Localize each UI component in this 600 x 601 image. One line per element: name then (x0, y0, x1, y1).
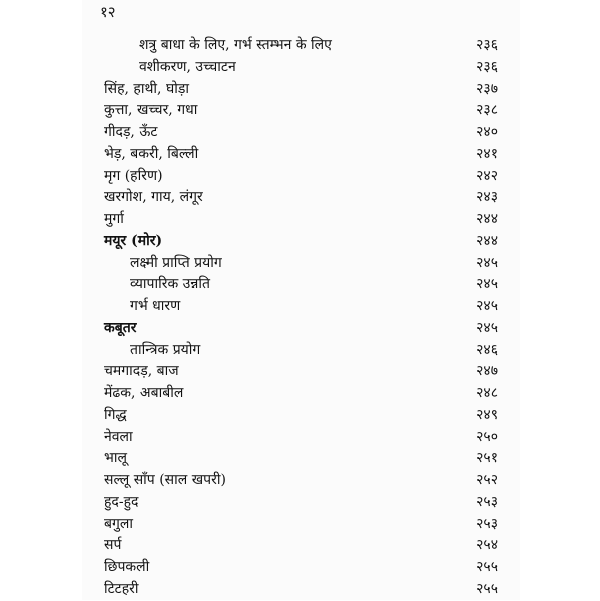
toc-entry-title: मुर्गा (104, 211, 124, 227)
toc-entry-title: व्यापारिक उन्नति (130, 276, 210, 293)
toc-entry-title: टिटहरी (104, 580, 139, 597)
toc-entry-page-number: २४५ (476, 276, 498, 293)
toc-entry-title: हुद-हुद (104, 493, 139, 510)
toc-entry (82, 79, 520, 101)
toc-entry-title: गर्भ धारण (130, 298, 181, 314)
toc-entry-page-number: २४१ (476, 145, 498, 162)
toc-entry-page-number: २५२ (476, 472, 498, 488)
toc-entry-page-number: २४५ (476, 254, 498, 271)
toc-entry-page-number: २४२ (476, 167, 498, 184)
toc-entry (82, 209, 520, 231)
toc-entry (82, 579, 520, 601)
toc-entry (82, 383, 520, 405)
toc-entry (82, 361, 520, 383)
toc-entry-title: गीदड़, ऊँट (104, 124, 158, 140)
toc-entry-page-number: २४० (476, 124, 498, 140)
toc-entry-title: कबूतर (104, 319, 137, 336)
toc-entry-title: सिंह, हाथी, घोड़ा (104, 80, 189, 97)
toc-entry-title: वशीकरण, उच्चाटन (139, 58, 236, 75)
toc-entry (82, 296, 520, 318)
toc-entry-page-number: २४३ (476, 189, 498, 206)
toc-entry-page-number: २५४ (476, 537, 498, 554)
toc-entry-title: मयूर (मोर) (104, 232, 163, 249)
toc-entry (82, 340, 520, 362)
toc-entry-page-number: २४५ (476, 298, 498, 314)
toc-entry-title: भालू (104, 450, 127, 467)
toc-entry-page-number: २४६ (476, 341, 498, 358)
toc-entry-title: चमगादड़, बाज (104, 363, 179, 380)
toc-entry (82, 470, 520, 492)
toc-entry-page-number: २५३ (476, 515, 498, 532)
toc-entry (82, 166, 520, 188)
toc-entry (82, 187, 520, 209)
toc-entry-page-number: २४४ (476, 211, 498, 227)
toc-entry (82, 492, 520, 514)
toc-entry (82, 427, 520, 449)
toc-entry (82, 557, 520, 579)
toc-entry-title: सर्प (104, 537, 122, 554)
toc-entry-page-number: २३७ (476, 80, 498, 97)
toc-entry-page-number: २५० (476, 428, 498, 445)
toc-entry-title: मेंढक, अबाबील (104, 385, 184, 401)
toc-entry-title: नेवला (104, 428, 133, 445)
toc-entry-page-number: २३८ (476, 102, 498, 119)
toc-entry (82, 405, 520, 427)
toc-entry (82, 514, 520, 536)
toc-entry-title: लक्ष्मी प्राप्ति प्रयोग (130, 254, 222, 271)
toc-entry (82, 122, 520, 144)
book-page (82, 0, 520, 600)
toc-entry (82, 274, 520, 296)
toc-entry (82, 448, 520, 470)
toc-entry (82, 318, 520, 340)
toc-entry-title: बगुला (104, 515, 133, 532)
toc-entry (82, 231, 520, 253)
toc-entry-title: गिद्ध (104, 406, 127, 423)
toc-entry-page-number: २३६ (476, 37, 498, 53)
toc-entry-page-number: २४५ (476, 319, 498, 336)
toc-entry-title: कुत्ता, खच्चर, गधा (104, 102, 198, 119)
toc-entry-page-number: २४८ (476, 385, 498, 401)
toc-entry-page-number: २५५ (476, 559, 498, 575)
page-number: १२ (100, 3, 116, 21)
toc-entry-title: भेड़, बकरी, बिल्ली (104, 145, 199, 162)
toc-entry-page-number: २५५ (476, 580, 498, 597)
toc-entry-title: तान्त्रिक प्रयोग (130, 341, 201, 358)
toc-entry-page-number: २५३ (476, 493, 498, 510)
toc-entry-page-number: २३६ (476, 58, 498, 75)
toc-entry-title: छिपकली (104, 559, 150, 575)
toc-entry-title: शत्रु बाधा के लिए, गर्भ स्तम्भन के लिए (139, 37, 332, 53)
toc-entry (82, 253, 520, 275)
toc-entry (82, 100, 520, 122)
toc-entry-title: सल्लू साँप (साल खपरी) (104, 472, 226, 488)
toc-entry (82, 144, 520, 166)
toc-entry (82, 535, 520, 557)
toc-entry-page-number: २४४ (476, 232, 498, 249)
toc-entry-page-number: २४९ (476, 406, 498, 423)
toc-entry-title: मृग (हरिण) (104, 167, 163, 184)
toc-entry (82, 57, 520, 79)
toc-entry-title: खरगोश, गाय, लंगूर (104, 189, 203, 206)
table-of-contents (82, 35, 520, 601)
toc-entry (82, 35, 520, 57)
toc-entry-page-number: २५१ (476, 450, 498, 467)
toc-entry-page-number: २४७ (476, 363, 498, 380)
